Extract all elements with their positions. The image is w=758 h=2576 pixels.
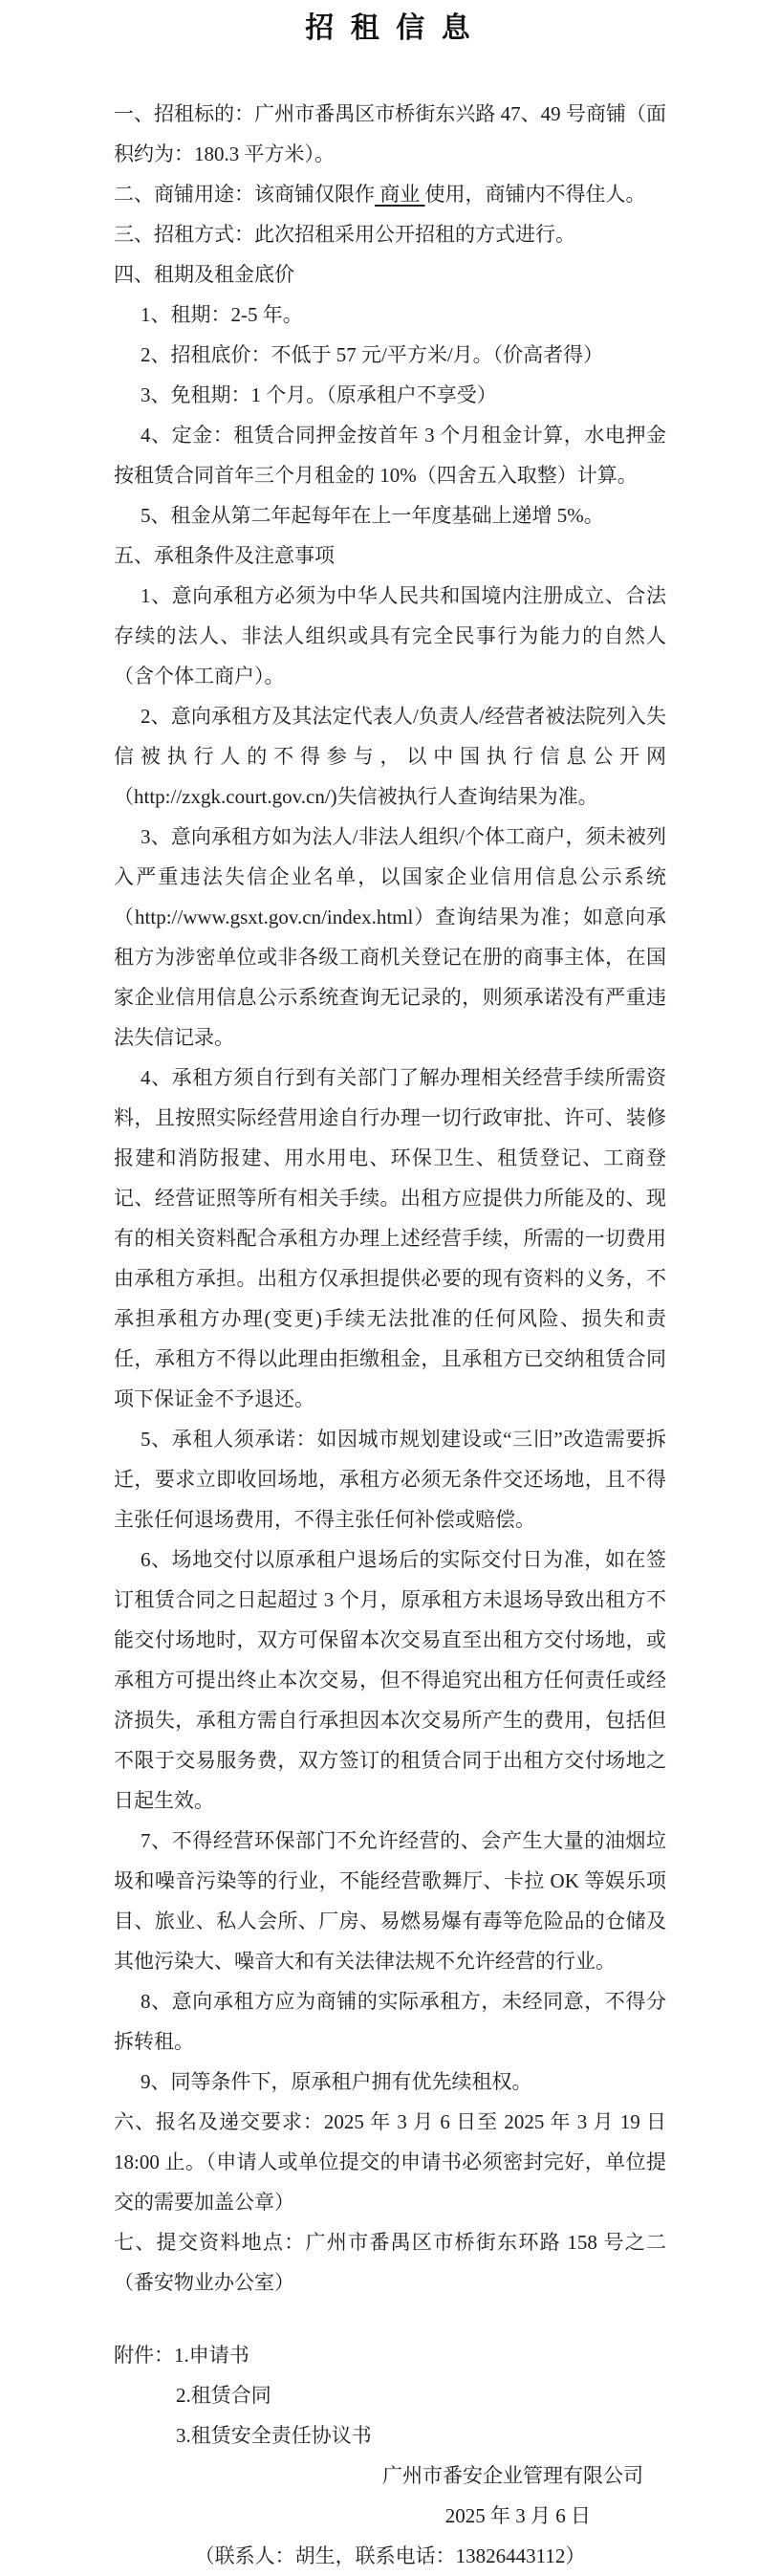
paragraph [114, 696, 666, 817]
document-body [114, 94, 666, 2576]
text-run: 1、租期：2-5 年。 [141, 303, 303, 326]
paragraph [114, 817, 666, 1058]
paragraph [114, 2375, 666, 2415]
paragraph [114, 2496, 666, 2536]
text-run: 4、定金：租赁合同押金按首年 3 个月租金计算，水电押金按租赁合同首年三个月租金的 10%（四舍五入取整）计算。 [114, 424, 666, 487]
text-run: 使用，商铺内不得住人。 [424, 183, 646, 206]
text-run: 3、意向承租方如为法人/非法人组织/个体工商户，须未被列入严重违法失信企业名单，以国家企业信用信息公示系统（http://www.gsxt.gov.cn/index.html）查询结果为准；如意向承租方为涉密单位或非各级工商机关登记在册的商事主体，在国家企业信用信息公示系统查询无记录的，则须承诺没有严重违法失信记录。 [114, 825, 666, 1049]
text-run: 1、意向承租方必须为中华人民共和国境内注册成立、合法存续的法人、非法人组织或具有完全民事行为能力的自然人（含个体工商户）。 [114, 584, 666, 688]
paragraph [114, 1821, 666, 1981]
paragraph [114, 2335, 666, 2375]
paragraph [114, 1539, 666, 1821]
paragraph [114, 335, 666, 375]
paragraph [114, 576, 666, 696]
text-run: 2025 年 3 月 6 日 [444, 2504, 591, 2527]
text-run: 七、提交资料地点：广州市番禺区市桥街东环路 158 号之二（番安物业办公室） [114, 2231, 666, 2294]
paragraph [114, 415, 666, 495]
text-run: 四、租期及租金底价 [114, 263, 294, 286]
paragraph [114, 2536, 666, 2576]
text-run: 6、场地交付以原承租户退场后的实际交付日为准，如在签订租赁合同之日起超过 3 个月，原承租方未退场导致出租方不能交付场地时，双方可保留本次交易直至出租方交付场地，或承租方可提出终止本次交易，但不得追究出租方任何责任或经济损失，承租方需自行承担因本次交易所产生的费用，包括但不限于交易服务费，双方签订的租赁合同于出租方交付场地之日起生效。 [114, 1548, 666, 1812]
underlined-text: 商业 [375, 183, 425, 206]
paragraph [114, 1981, 666, 2062]
text-run: 7、不得经营环保部门不允许经营的、会产生大量的油烟垃圾和噪音污染等的行业，不能经营歌舞厅、卡拉 OK 等娱乐项目、旅业、私人会所、厂房、易燃易爆有毒等危险品的仓储及其他污染大、噪音大和有关法律法规不允许经营的行业。 [114, 1829, 666, 1973]
text-run: （联系人：胡生，联系电话：13826443112） [194, 2544, 586, 2567]
paragraph [114, 495, 666, 535]
paragraph [114, 295, 666, 335]
text-run: 五、承租条件及注意事项 [114, 544, 335, 567]
text-run: 5、租金从第二年起每年在上一年度基础上递增 5%。 [141, 504, 604, 527]
document-title: 招 租 信 息 [305, 12, 475, 44]
paragraph [114, 535, 666, 576]
paragraph [114, 1058, 666, 1419]
paragraph [114, 174, 666, 214]
text-run: 2、意向承租方及其法定代表人/负责人/经营者被法院列入失信被执行人的不得参与，以中国执行信息公开网（http://zxgk.court.gov.cn/)失信被执行人查询结果为准。 [114, 705, 666, 808]
text-run: 二、商铺用途：该商铺仅限作 [114, 183, 375, 206]
paragraph [114, 2456, 666, 2496]
paragraph [114, 254, 666, 295]
text-run: 2.租赁合同 [176, 2384, 271, 2407]
paragraph [114, 214, 666, 254]
text-run: 六、报名及递交要求：2025 年 3 月 6 日至 2025 年 3 月 19 日 18:00 止。（申请人或单位提交的申请书必须密封完好，单位提交的需要加盖公章） [114, 2110, 666, 2214]
text-run: 一、招租标的：广州市番禺区市桥街东兴路 47、49 号商铺（面积约为：180.3 平方米）。 [114, 102, 666, 165]
text-run: 9、同等条件下，原承租户拥有优先续租权。 [141, 2070, 532, 2093]
paragraph [114, 2222, 666, 2303]
paragraph [114, 94, 666, 174]
text-run: 3.租赁安全责任协议书 [176, 2424, 372, 2447]
text-run: 8、意向承租方应为商铺的实际承租方，未经同意，不得分拆转租。 [114, 1990, 666, 2053]
paragraph [114, 2062, 666, 2102]
paragraph [114, 2415, 666, 2456]
text-run: 2、招租底价：不低于 57 元/平方米/月。（价高者得） [141, 343, 604, 366]
text-run: 附件：1.申请书 [114, 2344, 249, 2367]
paragraph [114, 1419, 666, 1539]
text-run: 5、承租人须承诺：如因城市规划建设或“三旧”改造需要拆迁，要求立即收回场地，承租方必须无条件交还场地，且不得主张任何退场费用，不得主张任何补偿或赔偿。 [114, 1428, 666, 1531]
text-run: 三、招租方式：此次招租采用公开招租的方式进行。 [114, 223, 575, 246]
paragraph [114, 375, 666, 415]
text-run: 广州市番安企业管理有限公司 [382, 2464, 643, 2487]
text-run: 3、免租期：1 个月。（原承租户不享受） [141, 383, 497, 406]
paragraph [114, 2102, 666, 2222]
text-run: 4、承租方须自行到有关部门了解办理相关经营手续所需资料，且按照实际经营用途自行办理一切行政审批、许可、装修报建和消防报建、用水用电、环保卫生、租赁登记、工商登记、经营证照等所有相关手续。出租方应提供力所能及的、现有的相关资料配合承租方办理上述经营手续，所需的一切费用由承租方承担。出租方仅承担提供必要的现有资料的义务，不承担承租方办理(变更)手续无法批准的任何风险、损失和责任，承租方不得以此理由拒缴租金，且承租方已交纳租赁合同项下保证金不予退还。 [114, 1066, 666, 1410]
